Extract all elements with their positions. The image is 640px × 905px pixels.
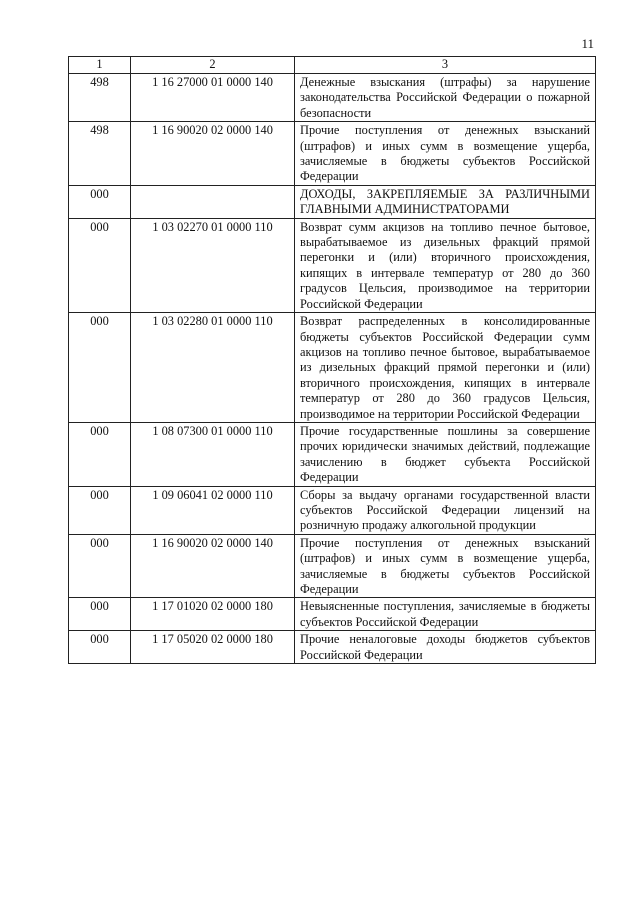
revenue-name-cell: Сборы за выдачу органами государственной власти субъектов Российской Федерации лицензий на розничную продажу алкогольной продукции xyxy=(295,486,596,534)
table-row xyxy=(69,122,596,186)
revenue-code-cell: 1 09 06041 02 0000 110 xyxy=(131,486,295,534)
revenue-code-cell: 1 17 05020 02 0000 180 xyxy=(131,631,295,664)
admin-code-cell: 000 xyxy=(69,313,131,423)
revenue-name-cell: Возврат сумм акцизов на топливо печное бытовое, вырабатываемое из дизельных фракций прямой перегонки и (или) вторичного происхождения, кипящих в интервале температур от 280 до 360 градусов Цельсия, производимое на территории Российской Федерации xyxy=(295,218,596,312)
admin-code-cell: 000 xyxy=(69,218,131,312)
revenue-name-cell: Невыясненные поступления, зачисляемые в бюджеты субъектов Российской Федерации xyxy=(295,598,596,631)
admin-code-cell: 000 xyxy=(69,486,131,534)
table-row xyxy=(69,185,596,218)
header-col-2: 2 xyxy=(131,57,295,74)
revenue-code-cell: 1 17 01020 02 0000 180 xyxy=(131,598,295,631)
revenue-code-cell: 1 08 07300 01 0000 110 xyxy=(131,422,295,486)
revenue-name-cell: Прочие поступления от денежных взысканий (штрафов) и иных сумм в возмещение ущерба, зачисляемые в бюджеты субъектов Российской Федерации xyxy=(295,534,596,598)
table-row xyxy=(69,631,596,664)
table-row xyxy=(69,486,596,534)
revenue-code-cell: 1 03 02280 01 0000 110 xyxy=(131,313,295,423)
admin-code-cell: 000 xyxy=(69,598,131,631)
table-row xyxy=(69,534,596,598)
table-row xyxy=(69,598,596,631)
table-row xyxy=(69,313,596,423)
admin-code-cell: 000 xyxy=(69,185,131,218)
revenue-name-cell: Прочие неналоговые доходы бюджетов субъектов Российской Федерации xyxy=(295,631,596,664)
revenue-name-cell: Возврат распределенных в консолидированные бюджеты субъектов Российской Федерации сумм акцизов на топливо печное бытовое, вырабатываемое из дизельных фракций прямой перегонки и (или) вторичного происхождения, кипящих в интервале температур от 280 до 360 градусов Цельсия, производимое на территории Российской Федерации xyxy=(295,313,596,423)
admin-code-cell: 498 xyxy=(69,74,131,122)
table-row xyxy=(69,218,596,312)
admin-code-cell: 000 xyxy=(69,422,131,486)
revenue-code-cell: 1 16 90020 02 0000 140 xyxy=(131,122,295,186)
revenue-name-cell: Прочие поступления от денежных взысканий (штрафов) и иных сумм в возмещение ущерба, зачисляемые в бюджеты субъектов Российской Федерации xyxy=(295,122,596,186)
admin-code-cell: 498 xyxy=(69,122,131,186)
revenue-codes-table xyxy=(68,56,596,664)
admin-code-cell: 000 xyxy=(69,534,131,598)
revenue-code-cell: 1 16 27000 01 0000 140 xyxy=(131,74,295,122)
table-header xyxy=(69,57,596,74)
page-number: 11 xyxy=(581,36,594,51)
table-row xyxy=(69,74,596,122)
admin-code-cell: 000 xyxy=(69,631,131,664)
table-body xyxy=(69,74,596,664)
revenue-name-cell: Прочие государственные пошлины за совершение прочих юридически значимых действий, подлежащие зачислению в бюджет субъекта Российской Федерации xyxy=(295,422,596,486)
revenue-code-cell: 1 03 02270 01 0000 110 xyxy=(131,218,295,312)
revenue-name-cell: ДОХОДЫ, ЗАКРЕПЛЯЕМЫЕ ЗА РАЗЛИЧНЫМИ ГЛАВНЫМИ АДМИНИСТРАТОРАМИ xyxy=(295,185,596,218)
header-col-1: 1 xyxy=(69,57,131,74)
revenue-name-cell: Денежные взыскания (штрафы) за нарушение законодательства Российской Федерации о пожарной безопасности xyxy=(295,74,596,122)
header-col-3: 3 xyxy=(295,57,596,74)
revenue-code-cell xyxy=(131,185,295,218)
revenue-code-cell: 1 16 90020 02 0000 140 xyxy=(131,534,295,598)
table-row xyxy=(69,422,596,486)
header-row xyxy=(69,57,596,74)
